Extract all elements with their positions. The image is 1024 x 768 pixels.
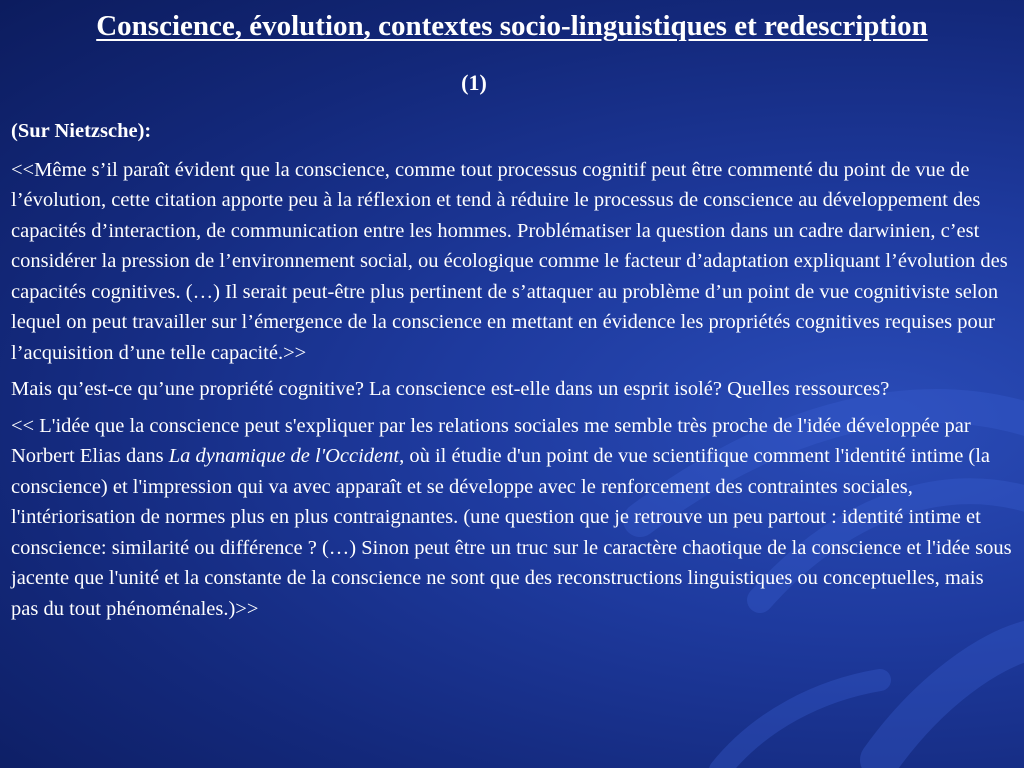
slide-title: Conscience, évolution, contextes socio-linguistiques et redescription [96,10,928,42]
slide-content [11,116,1015,630]
paragraph-quote-2-start: << L'idée que la conscience peut s'expliquer par les relations sociales me semble très proche de l'idée développée par Norbert Elias dans [11,414,971,467]
paragraph-quote-2-end: , où il étudie d'un point de vue scientifique comment l'identité intime (la conscience) et l'impression qui va avec apparaît et se développe avec le renforcement des contraintes sociales, l'intériorisation de normes plus en plus contraignantes. (une question que je retrouve un peu partout : identité intime et conscience: similarité ou différence ? (…) Sinon peut être un truc sur le caractère chaotique de la conscience et l'idée sous jacente que l'unité et la constante de la conscience ne sont que des reconstructions linguistiques ou conceptuelles, mais pas du tout phénoménales.)>> [11,445,1012,620]
paragraph-quote-1: <<Même s’il paraît évident que la conscience, comme tout processus cognitif peut être commenté du point de vue de l’évolution, cette citation apporte peu à la réflexion et tend à réduire le processus de conscience au développement des capacités d’interaction, de communication entre les hommes. Problématiser la question dans un cadre darwinien, c’est considérer la pression de l’environnement social, ou écologique comme le facteur d’adaptation expliquant l’évolution des capacités cognitives. (…) Il serait peut-être plus pertinent de s’attaquer au problème d’un point de vue cognitiviste selon lequel on peut travailler sur l’émergence de la conscience en mettant en évidence les propriétés cognitives requises pour l’acquisition d’une telle capacité.>> [11,158,1008,364]
book-title: La dynamique de l'Occident [168,445,400,467]
slide-subtitle: (1) [461,70,487,95]
paragraph-question: Mais qu’est-ce qu’une propriété cognitive? La conscience est-elle dans un esprit isolé? Quelles ressources? [11,378,890,400]
paragraph-quote-2 [11,411,1015,625]
section-heading: (Sur Nietzsche): [11,120,152,142]
